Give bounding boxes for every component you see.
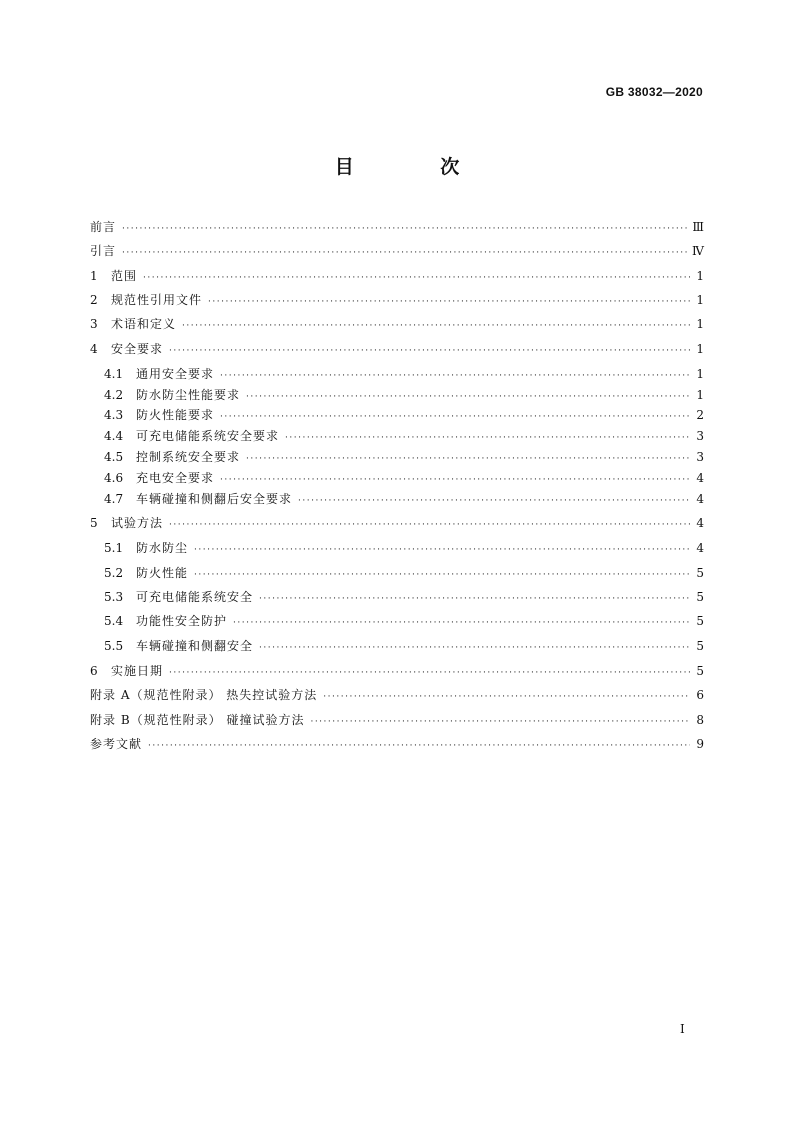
toc-entry-2[interactable]: [90, 292, 704, 310]
toc-number: 5: [90, 516, 98, 530]
toc-page: 1: [696, 293, 704, 307]
toc-leader: [194, 567, 690, 583]
toc-leader: [310, 714, 690, 730]
toc-entry-5-1[interactable]: [104, 540, 704, 558]
toc-page: 1: [696, 367, 704, 381]
toc-label: 术语和定义: [111, 317, 177, 331]
toc-label: 附录 A（规范性附录） 热失控试验方法: [90, 688, 318, 702]
toc-leader: [122, 221, 688, 237]
toc-page: 9: [696, 737, 704, 751]
toc-leader: [246, 389, 690, 405]
toc-label: 充电安全要求: [136, 471, 215, 485]
toc-page: 5: [696, 566, 704, 580]
toc-entry-annex-a[interactable]: [90, 687, 704, 705]
toc-entry-3[interactable]: [90, 316, 704, 334]
toc-page: 1: [696, 269, 704, 283]
toc-number: 2: [90, 293, 98, 307]
toc-number: 4.1: [104, 367, 124, 381]
toc-entry-bibliography[interactable]: [90, 736, 704, 754]
toc-label: 前言: [90, 220, 117, 234]
toc-number: 4.7: [104, 492, 124, 506]
toc-label: 可充电储能系统安全要求: [136, 429, 280, 443]
page-title: 目 次: [334, 156, 500, 178]
toc-leader: [220, 409, 690, 425]
toc-label: 功能性安全防护: [136, 614, 228, 628]
standard-number: GB 38032—2020: [605, 85, 703, 99]
toc-label: 防火性能: [136, 566, 189, 580]
toc-number: 4.3: [104, 408, 124, 422]
toc-entry-5[interactable]: [90, 515, 704, 533]
toc-leader: [259, 640, 690, 656]
toc-leader: [246, 451, 690, 467]
toc-entry-5-4[interactable]: [104, 613, 704, 631]
toc-leader: [143, 270, 690, 286]
toc-label: 参考文献: [90, 737, 143, 751]
toc-entry-4-3[interactable]: [104, 407, 704, 425]
toc-label: 防火性能要求: [136, 408, 215, 422]
toc-label: 范围: [111, 269, 138, 283]
toc-page: 4: [696, 492, 704, 506]
toc-leader: [194, 542, 690, 558]
toc-page: 5: [696, 614, 704, 628]
toc-leader: [182, 318, 690, 334]
toc-leader: [323, 689, 690, 705]
toc-number: 5.3: [104, 590, 124, 604]
toc-entry-annex-b[interactable]: [90, 712, 704, 730]
toc-page: Ⅳ: [692, 244, 704, 258]
toc-number: 5.4: [104, 614, 124, 628]
toc-leader: [220, 368, 690, 384]
toc-entry-4-1[interactable]: [104, 366, 704, 384]
toc-leader: [285, 430, 690, 446]
toc-page: 2: [696, 408, 704, 422]
toc-entry-4-7[interactable]: [104, 491, 704, 509]
toc-number: 5.5: [104, 639, 124, 653]
toc-label: 安全要求: [111, 342, 164, 356]
toc-number: 6: [90, 664, 98, 678]
toc-label: 可充电储能系统安全: [136, 590, 254, 604]
toc-number: 4.4: [104, 429, 124, 443]
toc-page: 4: [696, 516, 704, 530]
toc-entry-6[interactable]: [90, 663, 704, 681]
toc-page: 5: [696, 664, 704, 678]
toc-entry-5-3[interactable]: [104, 589, 704, 607]
toc-label: 实施日期: [111, 664, 164, 678]
toc-leader: [259, 591, 690, 607]
toc-number: 4.5: [104, 450, 124, 464]
toc-label: 引言: [90, 244, 117, 258]
toc-label: 试验方法: [111, 516, 164, 530]
toc-leader: [169, 517, 690, 533]
toc-number: 3: [90, 317, 98, 331]
toc-label: 防水防尘: [136, 541, 189, 555]
toc-page: 3: [696, 450, 704, 464]
toc-label: 防水防尘性能要求: [136, 388, 241, 402]
toc-label: 通用安全要求: [136, 367, 215, 381]
toc-leader: [122, 245, 688, 261]
page-number: I: [680, 1022, 685, 1036]
toc-page: 1: [696, 317, 704, 331]
toc-page: 6: [696, 688, 704, 702]
toc-page: 8: [696, 713, 704, 727]
toc-leader: [148, 738, 690, 754]
toc-number: 4.2: [104, 388, 124, 402]
toc-number: 1: [90, 269, 98, 283]
toc-leader: [169, 343, 690, 359]
toc-leader: [208, 294, 690, 310]
toc-page: 3: [696, 429, 704, 443]
toc-leader: [233, 615, 690, 631]
toc-number: 5.1: [104, 541, 124, 555]
toc-number: 5.2: [104, 566, 124, 580]
toc-number: 4.6: [104, 471, 124, 485]
toc-leader: [298, 493, 690, 509]
toc-page: 4: [696, 471, 704, 485]
toc-entry-4[interactable]: [90, 341, 704, 359]
toc-entry-4-2[interactable]: [104, 387, 704, 405]
toc-leader: [169, 665, 690, 681]
toc-entry-5-5[interactable]: [104, 638, 704, 656]
toc-entry-preface[interactable]: [90, 219, 704, 237]
toc-leader: [220, 472, 690, 488]
toc-label: 车辆碰撞和侧翻后安全要求: [136, 492, 293, 506]
toc-page: 1: [696, 388, 704, 402]
toc-entry-4-5[interactable]: [104, 449, 704, 467]
toc-label: 附录 B（规范性附录） 碰撞试验方法: [90, 713, 305, 727]
toc-page: 5: [696, 639, 704, 653]
toc-entry-4-4[interactable]: [104, 428, 704, 446]
toc-label: 控制系统安全要求: [136, 450, 241, 464]
toc-label: 规范性引用文件: [111, 293, 203, 307]
toc-entry-5-2[interactable]: [104, 565, 704, 583]
toc-number: 4: [90, 342, 98, 356]
toc-page: Ⅲ: [692, 220, 704, 234]
toc-page: 1: [696, 342, 704, 356]
toc-entry-1[interactable]: [90, 268, 704, 286]
toc-entry-introduction[interactable]: [90, 243, 704, 261]
toc-page: 4: [696, 541, 704, 555]
toc-label: 车辆碰撞和侧翻安全: [136, 639, 254, 653]
toc-page: 5: [696, 590, 704, 604]
toc-entry-4-6[interactable]: [104, 470, 704, 488]
